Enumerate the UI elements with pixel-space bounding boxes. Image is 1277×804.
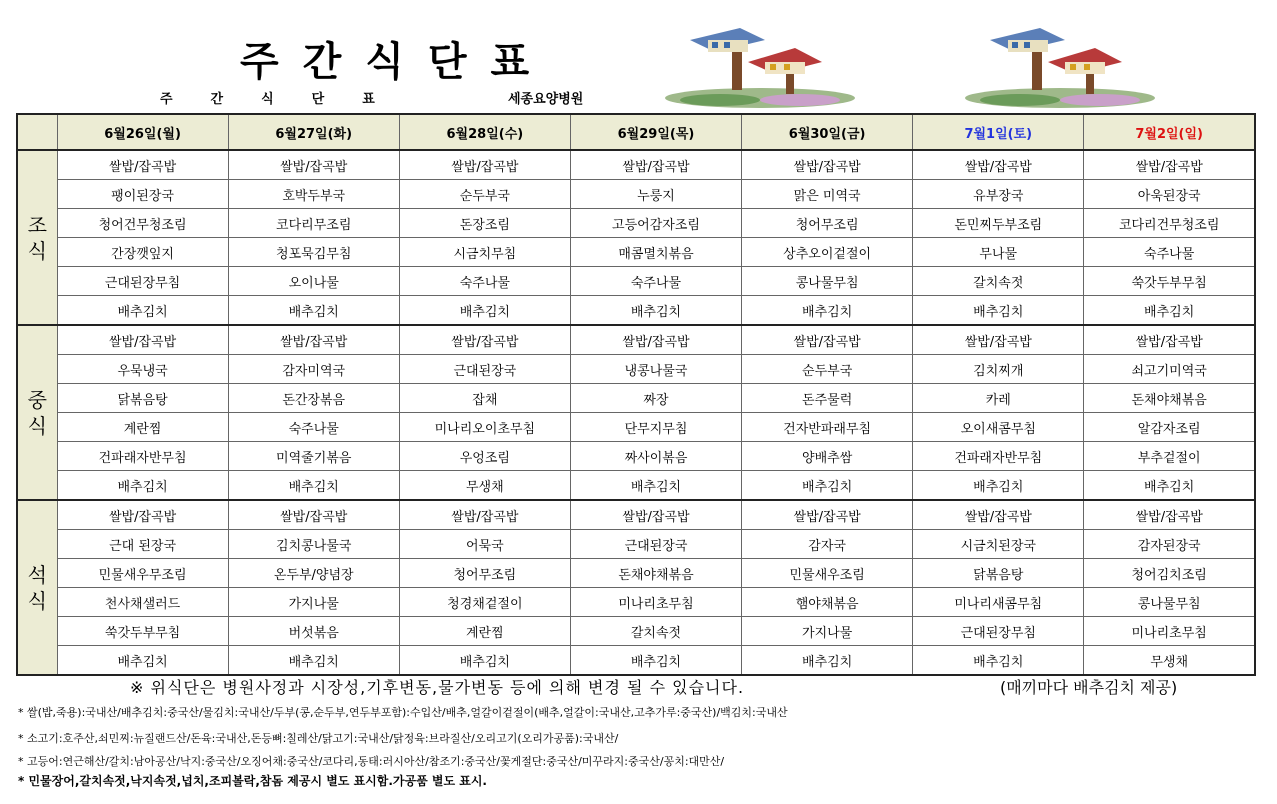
menu-item: 냉콩나물국 [570, 355, 741, 384]
day-header: 7월1일(토) [913, 114, 1084, 150]
corner-cell [17, 114, 57, 150]
menu-row [17, 296, 1255, 326]
day-header: 7월2일(일) [1084, 114, 1255, 150]
menu-item: 배추김치 [399, 296, 570, 326]
menu-item: 햄야채볶음 [742, 588, 913, 617]
menu-item: 돈채야채볶음 [570, 559, 741, 588]
menu-item: 배추김치 [57, 296, 228, 326]
menu-item: 숙주나물 [1084, 238, 1255, 267]
origin-info-line: * 고등어:연근해산/갈치:남아공산/낙지:중국산/오징어채:중국산/코다리,동태:러시아산/참조기:중국산/꽃게절단:중국산/미꾸라지:중국산/꽁치:대만산/ [18, 755, 725, 768]
menu-item: 배추김치 [570, 471, 741, 501]
menu-item: 매콤멸치볶음 [570, 238, 741, 267]
menu-item: 쌀밥/잡곡밥 [228, 150, 399, 180]
menu-row [17, 150, 1255, 180]
menu-row [17, 267, 1255, 296]
menu-item: 쌀밥/잡곡밥 [913, 150, 1084, 180]
menu-row [17, 559, 1255, 588]
menu-row [17, 238, 1255, 267]
menu-item: 배추김치 [228, 296, 399, 326]
day-header-row [17, 114, 1255, 150]
menu-row [17, 500, 1255, 530]
menu-item: 배추김치 [399, 646, 570, 676]
origin-info-line: * 소고기:호주산,쇠민찌:뉴질랜드산/돈육:국내산,돈등뼈:칠레산/닭고기:국내산/닭정육:브라질산/오리고기(오리가공품):국내산/ [18, 732, 619, 745]
menu-item: 쌀밥/잡곡밥 [742, 150, 913, 180]
menu-item: 오이나물 [228, 267, 399, 296]
menu-item: 짜사이볶음 [570, 442, 741, 471]
menu-item: 쌀밥/잡곡밥 [57, 500, 228, 530]
menu-item: 숙주나물 [570, 267, 741, 296]
menu-item: 감자된장국 [1084, 530, 1255, 559]
menu-row [17, 355, 1255, 384]
menu-item: 청포묵김무침 [228, 238, 399, 267]
menu-item: 고등어감자조림 [570, 209, 741, 238]
menu-item: 청어무조림 [399, 559, 570, 588]
menu-item: 닭볶음탕 [57, 384, 228, 413]
menu-item: 순두부국 [742, 355, 913, 384]
menu-item: 콩나물무침 [742, 267, 913, 296]
menu-item: 카레 [913, 384, 1084, 413]
menu-item: 배추김치 [57, 471, 228, 501]
menu-item: 배추김치 [742, 296, 913, 326]
menu-item: 배추김치 [1084, 296, 1255, 326]
house-illustration-icon [960, 22, 1160, 110]
menu-item: 코다리무조림 [228, 209, 399, 238]
menu-item: 쌀밥/잡곡밥 [228, 500, 399, 530]
menu-item: 쑥갓두부무침 [57, 617, 228, 646]
menu-item: 계란찜 [57, 413, 228, 442]
day-header: 6월30일(금) [742, 114, 913, 150]
menu-item: 오이새콤무침 [913, 413, 1084, 442]
menu-item: 단무지무침 [570, 413, 741, 442]
change-notice: ※ 위식단은 병원사정과 시장성,기후변동,물가변동 등에 의해 변경 될 수 있습니다. [130, 678, 745, 697]
menu-item: 배추김치 [228, 471, 399, 501]
menu-item: 배추김치 [913, 471, 1084, 501]
menu-item: 쌀밥/잡곡밥 [742, 500, 913, 530]
menu-item: 청어건무청조림 [57, 209, 228, 238]
menu-item: 돈장조림 [399, 209, 570, 238]
menu-row [17, 442, 1255, 471]
meal-label: 석식 [17, 500, 57, 675]
day-header: 6월28일(수) [399, 114, 570, 150]
menu-item: 건자반파래무침 [742, 413, 913, 442]
menu-item: 감자미역국 [228, 355, 399, 384]
menu-row [17, 209, 1255, 238]
menu-item: 버섯볶음 [228, 617, 399, 646]
menu-item: 근대된장무침 [913, 617, 1084, 646]
menu-item: 갈치속젓 [913, 267, 1084, 296]
menu-item: 쌀밥/잡곡밥 [570, 500, 741, 530]
menu-item: 잡채 [399, 384, 570, 413]
menu-row [17, 325, 1255, 355]
menu-item: 양배추쌈 [742, 442, 913, 471]
menu-item: 돈채야채볶음 [1084, 384, 1255, 413]
menu-item: 청어김치조림 [1084, 559, 1255, 588]
menu-item: 근대 된장국 [57, 530, 228, 559]
hospital-name: 세종요양병원 [508, 92, 584, 107]
menu-item: 시금치된장국 [913, 530, 1084, 559]
menu-item: 간장깻잎지 [57, 238, 228, 267]
menu-item: 돈민찌두부조림 [913, 209, 1084, 238]
menu-item: 가지나물 [228, 588, 399, 617]
meal-label: 중식 [17, 325, 57, 500]
menu-item: 쌀밥/잡곡밥 [570, 325, 741, 355]
origin-info-line: * 쌀(밥,죽용):국내산/배추김치:중국산/물김치:국내산/두부(콩,순두부,연두부포함):수입산/배추,얼갈이겉절이(배추,얼갈이:국내산,고추가루:중국산)/백김치:국내산 [18, 706, 788, 719]
menu-item: 배추김치 [742, 471, 913, 501]
menu-item: 쌀밥/잡곡밥 [1084, 325, 1255, 355]
origin-info-note: * 민물장어,갈치속젓,낙지속젓,넙치,조피볼락,참돔 제공시 별도 표시함.가공품 별도 표시. [18, 774, 487, 788]
page-title: 주간식단표 [240, 39, 554, 85]
menu-item: 배추김치 [57, 646, 228, 676]
menu-item: 근대된장국 [570, 530, 741, 559]
menu-item: 코다리건무청조림 [1084, 209, 1255, 238]
menu-item: 쌀밥/잡곡밥 [1084, 150, 1255, 180]
menu-item: 콩나물무침 [1084, 588, 1255, 617]
menu-item: 순두부국 [399, 180, 570, 209]
menu-item: 김치찌개 [913, 355, 1084, 384]
menu-item: 팽이된장국 [57, 180, 228, 209]
menu-item: 누룽지 [570, 180, 741, 209]
menu-item: 쌀밥/잡곡밥 [399, 150, 570, 180]
menu-item: 무나물 [913, 238, 1084, 267]
menu-item: 어묵국 [399, 530, 570, 559]
menu-row [17, 530, 1255, 559]
menu-row [17, 471, 1255, 501]
menu-item: 배추김치 [1084, 471, 1255, 501]
menu-item: 계란찜 [399, 617, 570, 646]
menu-item: 배추김치 [913, 646, 1084, 676]
menu-row [17, 646, 1255, 676]
menu-item: 온두부/양념장 [228, 559, 399, 588]
menu-item: 부추겉절이 [1084, 442, 1255, 471]
menu-item: 배추김치 [913, 296, 1084, 326]
menu-item: 시금치무침 [399, 238, 570, 267]
day-header: 6월27일(화) [228, 114, 399, 150]
menu-row [17, 384, 1255, 413]
meal-label: 조식 [17, 150, 57, 325]
menu-item: 감자국 [742, 530, 913, 559]
menu-item: 건파래자반무침 [913, 442, 1084, 471]
menu-item: 쌀밥/잡곡밥 [913, 500, 1084, 530]
menu-item: 근대된장무침 [57, 267, 228, 296]
menu-row [17, 180, 1255, 209]
menu-item: 쇠고기미역국 [1084, 355, 1255, 384]
menu-item: 배추김치 [228, 646, 399, 676]
menu-item: 민물새우무조림 [57, 559, 228, 588]
menu-item: 상추오이겉절이 [742, 238, 913, 267]
day-header: 6월26일(월) [57, 114, 228, 150]
menu-item: 김치콩나물국 [228, 530, 399, 559]
menu-item: 우묵냉국 [57, 355, 228, 384]
menu-item: 호박두부국 [228, 180, 399, 209]
day-header: 6월29일(목) [570, 114, 741, 150]
menu-item: 돈간장볶음 [228, 384, 399, 413]
menu-item: 건파래자반무침 [57, 442, 228, 471]
menu-item: 무생채 [1084, 646, 1255, 676]
menu-item: 배추김치 [570, 296, 741, 326]
menu-item: 갈치속젓 [570, 617, 741, 646]
menu-item: 미나리초무침 [570, 588, 741, 617]
menu-item: 천사채샐러드 [57, 588, 228, 617]
menu-item: 민물새우조림 [742, 559, 913, 588]
menu-item: 쌀밥/잡곡밥 [228, 325, 399, 355]
menu-item: 닭볶음탕 [913, 559, 1084, 588]
menu-item: 우엉조림 [399, 442, 570, 471]
menu-item: 알감자조림 [1084, 413, 1255, 442]
menu-item: 숙주나물 [228, 413, 399, 442]
menu-item: 가지나물 [742, 617, 913, 646]
menu-item: 쑥갓두부무침 [1084, 267, 1255, 296]
menu-item: 돈주물럭 [742, 384, 913, 413]
menu-item: 청경채겉절이 [399, 588, 570, 617]
menu-item: 쌀밥/잡곡밥 [1084, 500, 1255, 530]
weekly-menu-table [16, 113, 1256, 676]
menu-item: 미나리오이초무침 [399, 413, 570, 442]
menu-item: 근대된장국 [399, 355, 570, 384]
menu-item: 숙주나물 [399, 267, 570, 296]
menu-item: 쌀밥/잡곡밥 [399, 500, 570, 530]
menu-item: 미나리초무침 [1084, 617, 1255, 646]
menu-row [17, 588, 1255, 617]
menu-item: 쌀밥/잡곡밥 [913, 325, 1084, 355]
menu-item: 쌀밥/잡곡밥 [399, 325, 570, 355]
menu-row [17, 617, 1255, 646]
menu-item: 쌀밥/잡곡밥 [742, 325, 913, 355]
page-subtitle: 주간식단표 [160, 92, 413, 107]
menu-row [17, 413, 1255, 442]
house-illustration-icon [660, 22, 860, 110]
menu-item: 쌀밥/잡곡밥 [57, 325, 228, 355]
menu-item: 쌀밥/잡곡밥 [57, 150, 228, 180]
menu-item: 쌀밥/잡곡밥 [570, 150, 741, 180]
menu-item: 미역줄기볶음 [228, 442, 399, 471]
menu-item: 배추김치 [570, 646, 741, 676]
menu-item: 맑은 미역국 [742, 180, 913, 209]
menu-item: 아욱된장국 [1084, 180, 1255, 209]
menu-item: 짜장 [570, 384, 741, 413]
menu-item: 청어무조림 [742, 209, 913, 238]
menu-item: 유부장국 [913, 180, 1084, 209]
menu-item: 무생채 [399, 471, 570, 501]
menu-item: 미나리새콤무침 [913, 588, 1084, 617]
menu-item: 배추김치 [742, 646, 913, 676]
kimchi-notice: (매끼마다 배추김치 제공) [1000, 678, 1178, 697]
